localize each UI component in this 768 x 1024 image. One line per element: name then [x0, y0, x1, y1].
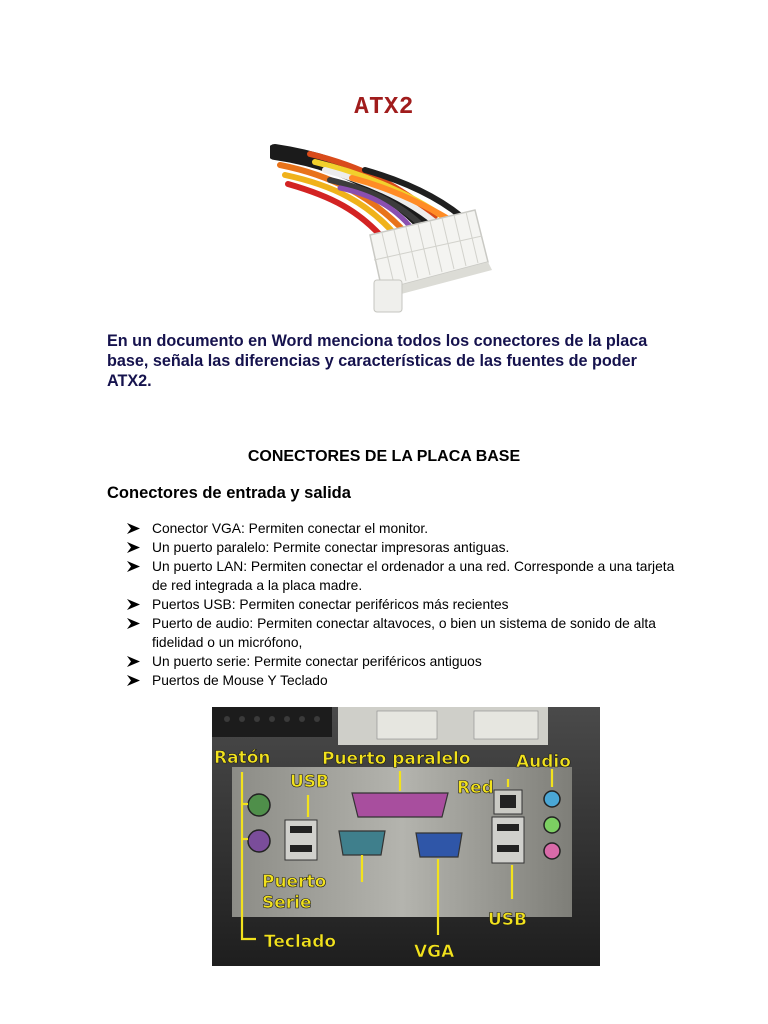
list-item	[127, 652, 687, 671]
list-item-text: Puertos de Mouse Y Teclado	[152, 673, 328, 688]
atx-connector-image	[270, 140, 500, 320]
photo-label-red: Red	[457, 778, 494, 798]
arrow-bullet-icon	[127, 618, 140, 629]
list-item	[127, 671, 687, 690]
io-panel-image	[212, 707, 600, 966]
photo-label-teclado: Teclado	[264, 932, 337, 952]
arrow-bullet-icon	[127, 599, 140, 610]
arrow-bullet-icon	[127, 656, 140, 667]
photo-label-audio: Audio	[516, 752, 571, 772]
subsection-heading: Conectores de entrada y salida	[107, 484, 351, 502]
assignment-instructions: En un documento en Word menciona todos los conectores de la placa base, señala las diferencias y características de las fuentes de poder ATX2.	[107, 332, 648, 390]
photo-label-raton: Ratón	[214, 748, 271, 768]
photo-label-vga: VGA	[414, 942, 455, 962]
photo-label-usb-top: USB	[290, 772, 330, 792]
page-title: ATX2	[354, 94, 414, 121]
list-item-text: Un puerto paralelo: Permite conectar impresoras antiguas.	[152, 540, 510, 555]
section-heading: CONECTORES DE LA PLACA BASE	[247, 448, 521, 465]
list-item-text: Un puerto LAN: Permiten conectar el ordenador a una red. Corresponde a una tarjeta de red integrada a la placa madre.	[152, 559, 675, 593]
list-item-text: Puerto de audio: Permiten conectar altavoces, o bien un sistema de sonido de alta fidelidad o un micrófono,	[152, 616, 656, 650]
list-item-text: Un puerto serie: Permite conectar periféricos antiguos	[152, 654, 482, 669]
list-item-text: Puertos USB: Permiten conectar periféricos más recientes	[152, 597, 509, 612]
arrow-bullet-icon	[127, 523, 140, 534]
list-item-text: Conector VGA: Permiten conectar el monitor.	[152, 521, 429, 536]
photo-label-puerto: Puerto	[262, 872, 327, 892]
connector-list	[127, 519, 687, 690]
photo-label-puerto-paralelo: Puerto paralelo	[322, 749, 471, 769]
list-item	[127, 538, 687, 557]
arrow-bullet-icon	[127, 675, 140, 686]
arrow-bullet-icon	[127, 542, 140, 553]
list-item	[127, 595, 687, 614]
list-item	[127, 614, 687, 652]
list-item	[127, 557, 687, 595]
photo-label-serie: Serie	[262, 893, 312, 913]
photo-label-usb-bottom: USB	[488, 910, 528, 930]
arrow-bullet-icon	[127, 561, 140, 572]
list-item	[127, 519, 687, 538]
